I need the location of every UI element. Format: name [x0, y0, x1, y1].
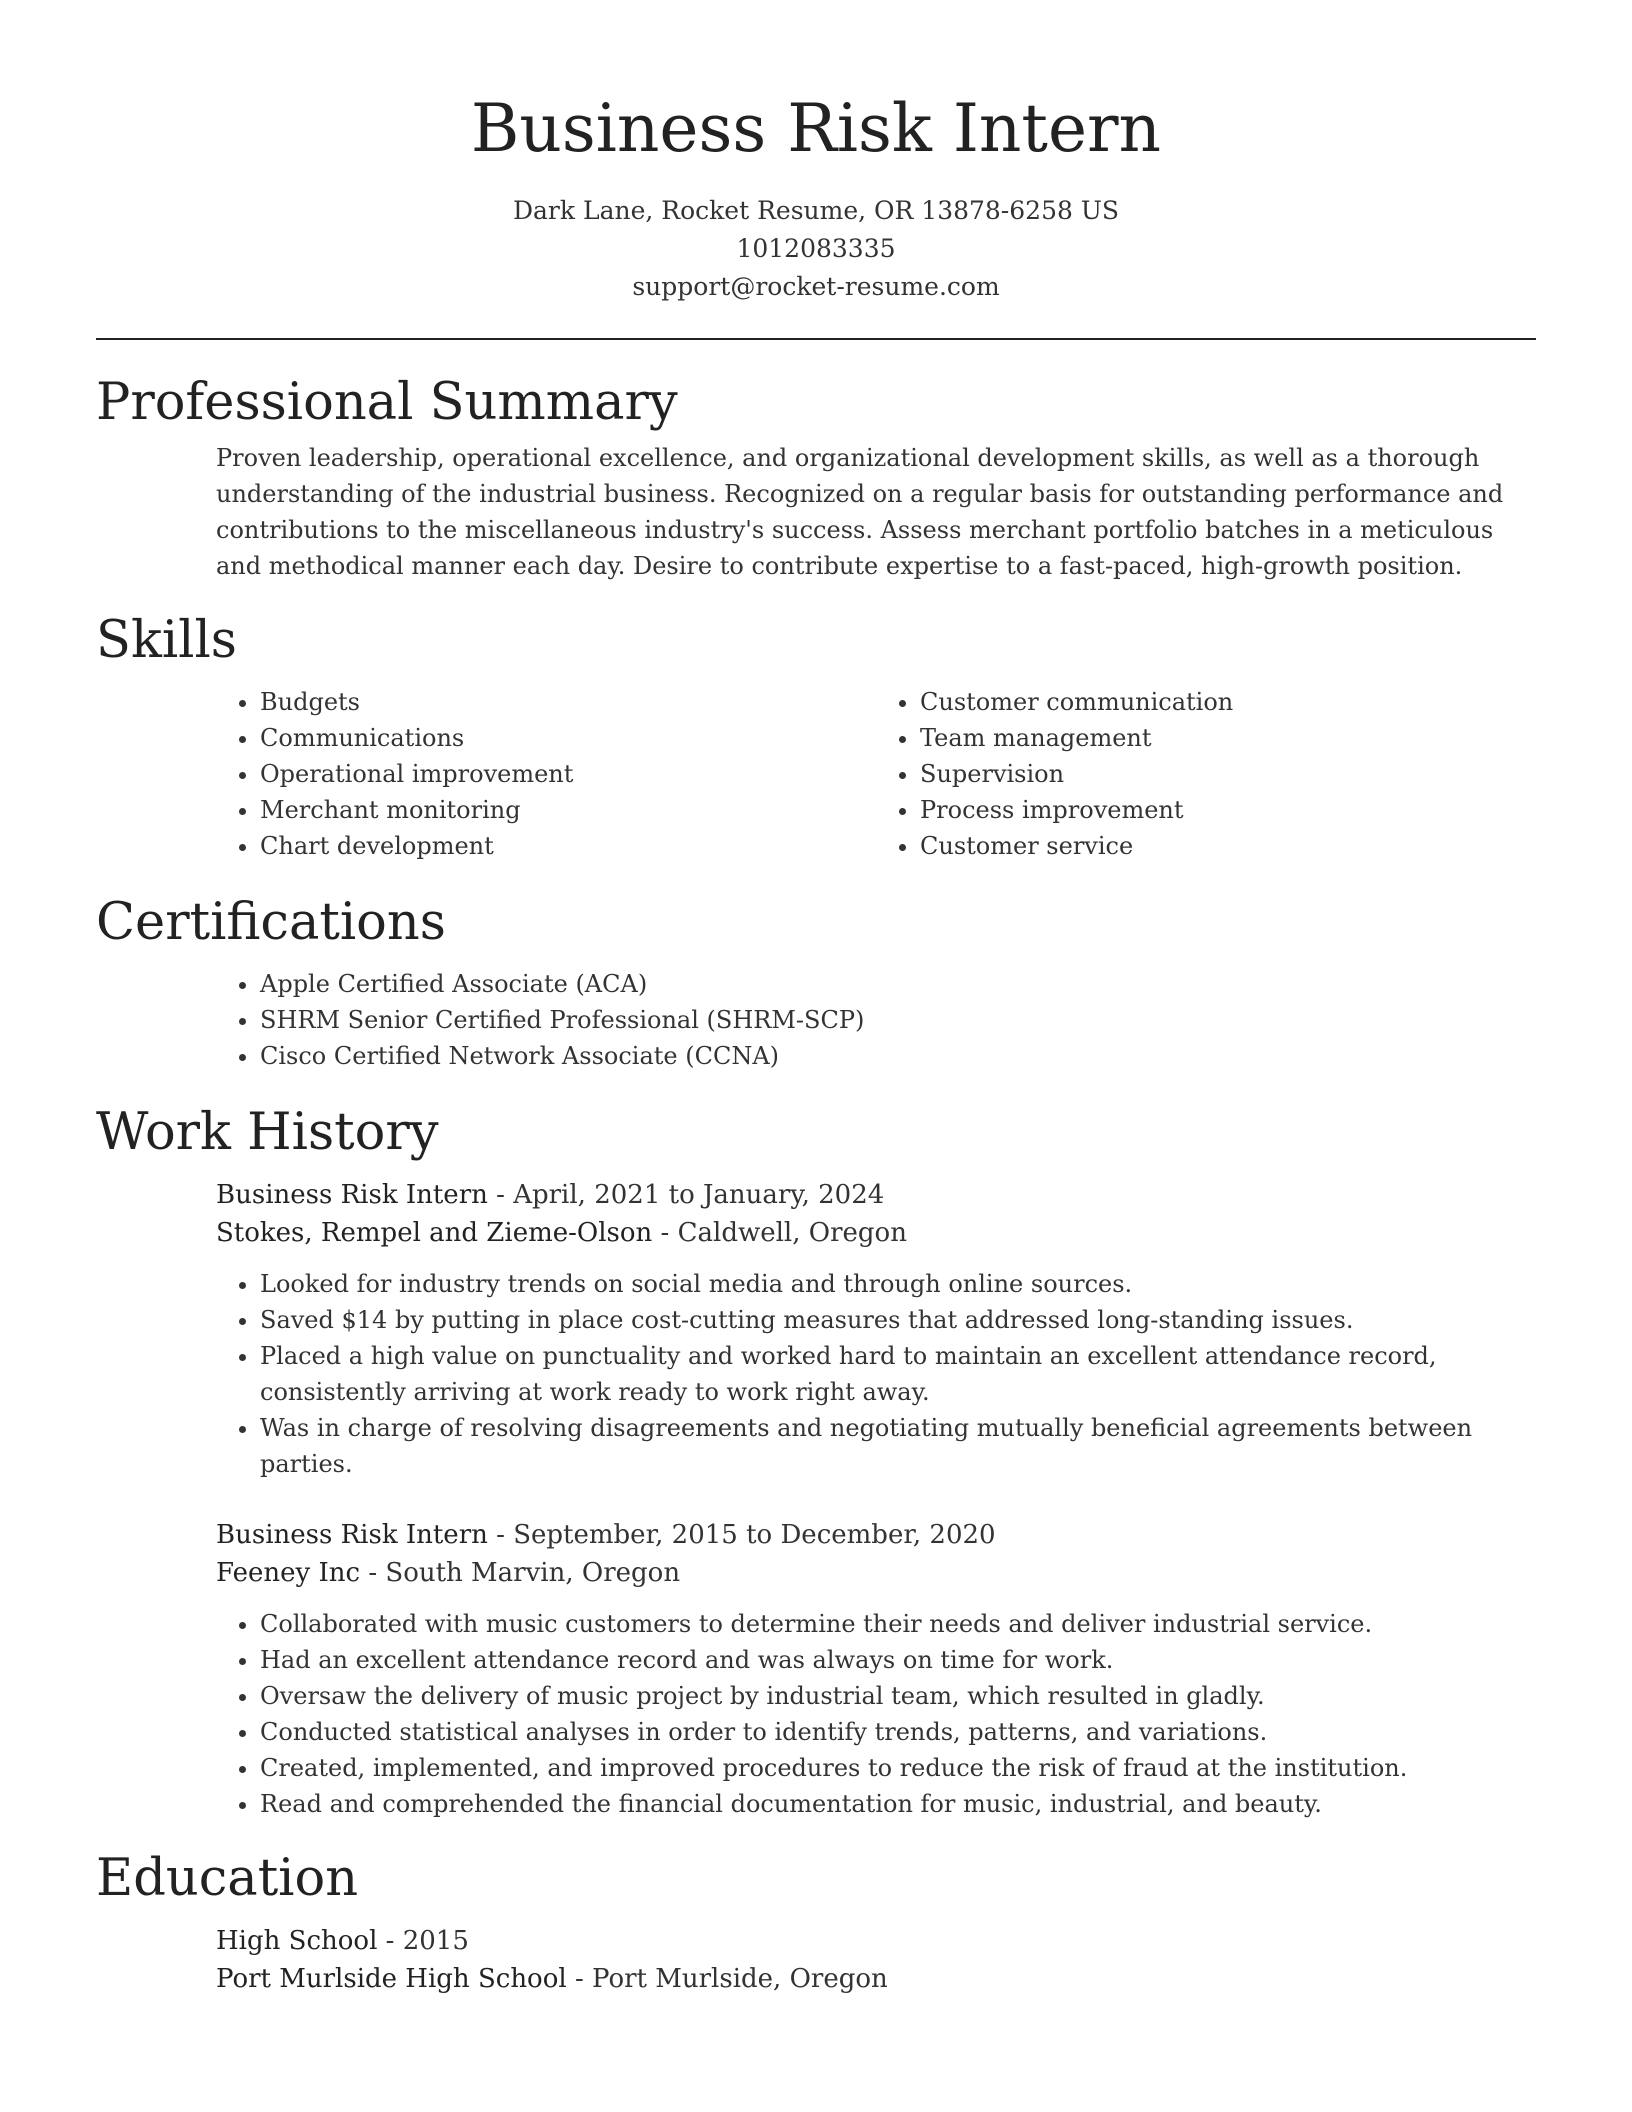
job-location: South Marvin, Oregon [385, 1558, 681, 1588]
certification-item: • Cisco Certified Network Associate (CCNA) [260, 1038, 1536, 1074]
certifications-title: Certifications [96, 893, 446, 952]
job-bullet: • Had an excellent attendance record and was always on time for work. [260, 1642, 1536, 1678]
job-role: Business Risk Intern [216, 1180, 488, 1210]
separator: - [496, 1180, 514, 1210]
work-history-section [96, 1100, 1536, 1822]
summary-text: Proven leadership, operational excellence, and organizational development skills, as well as a thorough understanding of the industrial business. Recognized on a regular basis for outstanding performance and contributions to the miscellaneous industry's success. Assess merchant portfolio batches in a meticulous and methodical manner each day. Desire to contribute expertise to a fast-paced, high-growth position. [216, 444, 1504, 580]
certifications-list [216, 966, 1536, 1074]
separator: - [660, 1218, 678, 1248]
education-degree: High School [216, 1926, 378, 1956]
work-history-title: Work History [96, 1103, 439, 1162]
summary-body [96, 440, 1536, 584]
skills-list-right [876, 684, 1536, 864]
job-bullet: • Collaborated with music customers to determine their needs and deliver industrial service. [260, 1606, 1536, 1642]
job-company-line [216, 1214, 1536, 1252]
job-location: Caldwell, Oregon [677, 1218, 907, 1248]
contact-address: Dark Lane, Rocket Resume, OR 13878-6258 US [512, 196, 1120, 225]
job-bullet: • Looked for industry trends on social media and through online sources. [260, 1266, 1536, 1302]
skills-grid [216, 684, 1536, 864]
job-dates: September, 2015 to December, 2020 [513, 1520, 996, 1550]
skills-title: Skills [96, 611, 237, 670]
resume-header [96, 0, 1536, 306]
summary-title: Professional Summary [96, 373, 678, 432]
job-role: Business Risk Intern [216, 1520, 488, 1550]
skills-body [96, 684, 1536, 864]
candidate-name: Business Risk Intern [470, 90, 1162, 167]
job-bullet: • Oversaw the delivery of music project by industrial team, which resulted in gladly. [260, 1678, 1536, 1714]
skill-item: • Supervision [920, 756, 1536, 792]
job-company: Feeney Inc [216, 1558, 361, 1588]
education-degree-line [216, 1922, 1536, 1960]
skill-item: • Merchant monitoring [260, 792, 876, 828]
job-company-line [216, 1554, 1536, 1592]
skill-item: • Budgets [260, 684, 876, 720]
certifications-body [96, 966, 1536, 1074]
job-bullet: • Conducted statistical analyses in order to identify trends, patterns, and variations. [260, 1714, 1536, 1750]
certification-item: • Apple Certified Associate (ACA) [260, 966, 1536, 1002]
separator: - [496, 1520, 514, 1550]
education-entry [96, 1922, 1536, 1998]
skill-item: • Process improvement [920, 792, 1536, 828]
certifications-section [96, 890, 1536, 1074]
job-entry [96, 1176, 1536, 1482]
job-bullets [216, 1266, 1536, 1482]
skill-item: • Customer communication [920, 684, 1536, 720]
job-title-line [216, 1516, 1536, 1554]
skills-list-left [216, 684, 876, 864]
summary-section [96, 370, 1536, 584]
job-bullet: • Placed a high value on punctuality and worked hard to maintain an excellent attendance record, consistently arriving at work ready to work right away. [260, 1338, 1536, 1410]
header-divider [96, 338, 1536, 340]
separator: - [574, 1964, 593, 1994]
contact-phone: 1012083335 [736, 234, 896, 263]
certification-item: • SHRM Senior Certified Professional (SHRM-SCP) [260, 1002, 1536, 1038]
skill-item: • Communications [260, 720, 876, 756]
education-location: Port Murlside, Oregon [592, 1964, 888, 1994]
education-year: 2015 [402, 1926, 469, 1956]
job-bullet: • Was in charge of resolving disagreements and negotiating mutually beneficial agreements between parties. [260, 1410, 1536, 1482]
contact-info [96, 192, 1536, 306]
job-company: Stokes, Rempel and Zieme-Olson [216, 1218, 653, 1248]
job-entry [96, 1516, 1536, 1822]
job-bullet: • Read and comprehended the financial documentation for music, industrial, and beauty. [260, 1786, 1536, 1822]
job-title-line [216, 1176, 1536, 1214]
skill-item: • Customer service [920, 828, 1536, 864]
skill-item: • Operational improvement [260, 756, 876, 792]
job-bullets [216, 1606, 1536, 1822]
separator: - [368, 1558, 386, 1588]
skills-section [96, 608, 1536, 864]
education-school-line [216, 1960, 1536, 1998]
skill-item: • Team management [920, 720, 1536, 756]
contact-email: support@rocket-resume.com [632, 272, 1000, 301]
job-dates: April, 2021 to January, 2024 [513, 1180, 885, 1210]
education-school: Port Murlside High School [216, 1964, 567, 1994]
job-bullet: • Created, implemented, and improved procedures to reduce the risk of fraud at the institution. [260, 1750, 1536, 1786]
education-title: Education [96, 1849, 359, 1908]
skill-item: • Chart development [260, 828, 876, 864]
separator: - [385, 1926, 403, 1956]
education-section [96, 1846, 1536, 1998]
job-bullet: • Saved $14 by putting in place cost-cutting measures that addressed long-standing issues. [260, 1302, 1536, 1338]
